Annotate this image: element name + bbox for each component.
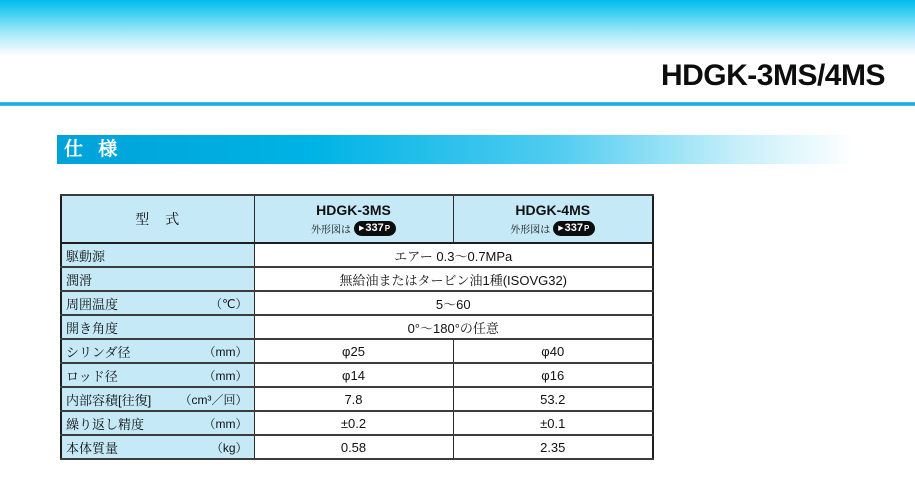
page-ref-suffix: P [583, 223, 590, 233]
row-label-cell [61, 411, 254, 435]
model-corner-cell: 型 式 [61, 195, 254, 243]
table-row-repeatability [61, 411, 653, 435]
table-row-body-mass [61, 435, 653, 459]
title-divider-rule [0, 102, 915, 106]
row-value-cell: 無給油またはタービン油1種(ISOVG32) [254, 267, 653, 291]
page-ref-badge[interactable] [553, 221, 595, 236]
row-value-cell-4ms: φ16 [453, 363, 653, 387]
table-row-internal-volume [61, 387, 653, 411]
row-value-cell-4ms: φ40 [453, 339, 653, 363]
row-value-cell: 0°～180°の任意 [254, 315, 653, 339]
table-row-ambient-temperature [61, 291, 653, 315]
model-name: HDGK-4MS [515, 202, 591, 219]
page-ref-suffix: P [384, 223, 391, 233]
page-title: HDGK-3MS/4MS [660, 59, 885, 92]
column-header-hdgk-3ms [254, 195, 453, 243]
page-ref-number: 337 [365, 221, 384, 234]
outline-reference [255, 221, 453, 236]
row-value-cell-3ms: φ14 [254, 363, 453, 387]
row-label-cell [61, 291, 254, 315]
top-gradient-band [0, 0, 915, 56]
row-label-cell [61, 387, 254, 411]
row-unit: （mm） [203, 368, 248, 383]
row-unit: （kg） [210, 440, 248, 455]
row-value-cell-4ms: 2.35 [453, 435, 653, 459]
table-row-rod-diameter [61, 363, 653, 387]
table-row-drive-source [61, 243, 653, 267]
row-unit: （℃） [210, 296, 248, 311]
row-label-cell [61, 243, 254, 267]
row-unit: （cm³／回） [179, 392, 248, 407]
row-value-cell-3ms: 0.58 [254, 435, 453, 459]
row-label-cell [61, 339, 254, 363]
row-label: 潤滑 [66, 272, 93, 288]
table-header-row [61, 195, 653, 243]
column-header-hdgk-4ms [453, 195, 653, 243]
row-label: 繰り返し精度 [66, 416, 145, 432]
arrow-right-icon: ▶ [358, 224, 365, 232]
model-name: HDGK-3MS [316, 202, 391, 219]
page-ref-number: 337 [564, 221, 583, 234]
outline-label: 外形図は [310, 224, 351, 236]
spec-table [60, 194, 654, 460]
row-value-cell-4ms: 53.2 [453, 387, 653, 411]
outline-label: 外形図は [510, 224, 551, 236]
row-value-cell: 5～60 [254, 291, 653, 315]
row-label: 駆動源 [66, 248, 106, 264]
row-value-cell-3ms: φ25 [254, 339, 453, 363]
row-label: 内部容積[往復] [66, 392, 152, 408]
row-label-cell [61, 267, 254, 291]
table-row-cylinder-bore [61, 339, 653, 363]
row-label: 開き角度 [66, 320, 119, 336]
row-label-cell [61, 363, 254, 387]
row-label: ロッド径 [66, 368, 118, 384]
row-label-cell [61, 435, 254, 459]
row-label: 本体質量 [66, 440, 119, 456]
arrow-right-icon: ▶ [558, 224, 564, 232]
outline-reference [454, 221, 653, 236]
row-value-cell-3ms: 7.8 [254, 387, 453, 411]
row-unit: （mm） [203, 344, 248, 359]
row-label: 周囲温度 [66, 296, 119, 312]
section-heading: 仕 様 [64, 139, 123, 160]
row-value-cell-3ms: ±0.2 [254, 411, 453, 435]
table-row-lubrication [61, 267, 653, 291]
section-heading-bar [57, 135, 915, 164]
row-label-cell [61, 315, 254, 339]
row-value-cell: エアー 0.3～0.7MPa [254, 243, 653, 267]
page-ref-badge[interactable] [354, 221, 396, 236]
row-label: シリンダ径 [66, 344, 131, 360]
row-unit: （mm） [203, 416, 248, 431]
table-row-opening-angle [61, 315, 653, 339]
row-value-cell-4ms: ±0.1 [453, 411, 653, 435]
